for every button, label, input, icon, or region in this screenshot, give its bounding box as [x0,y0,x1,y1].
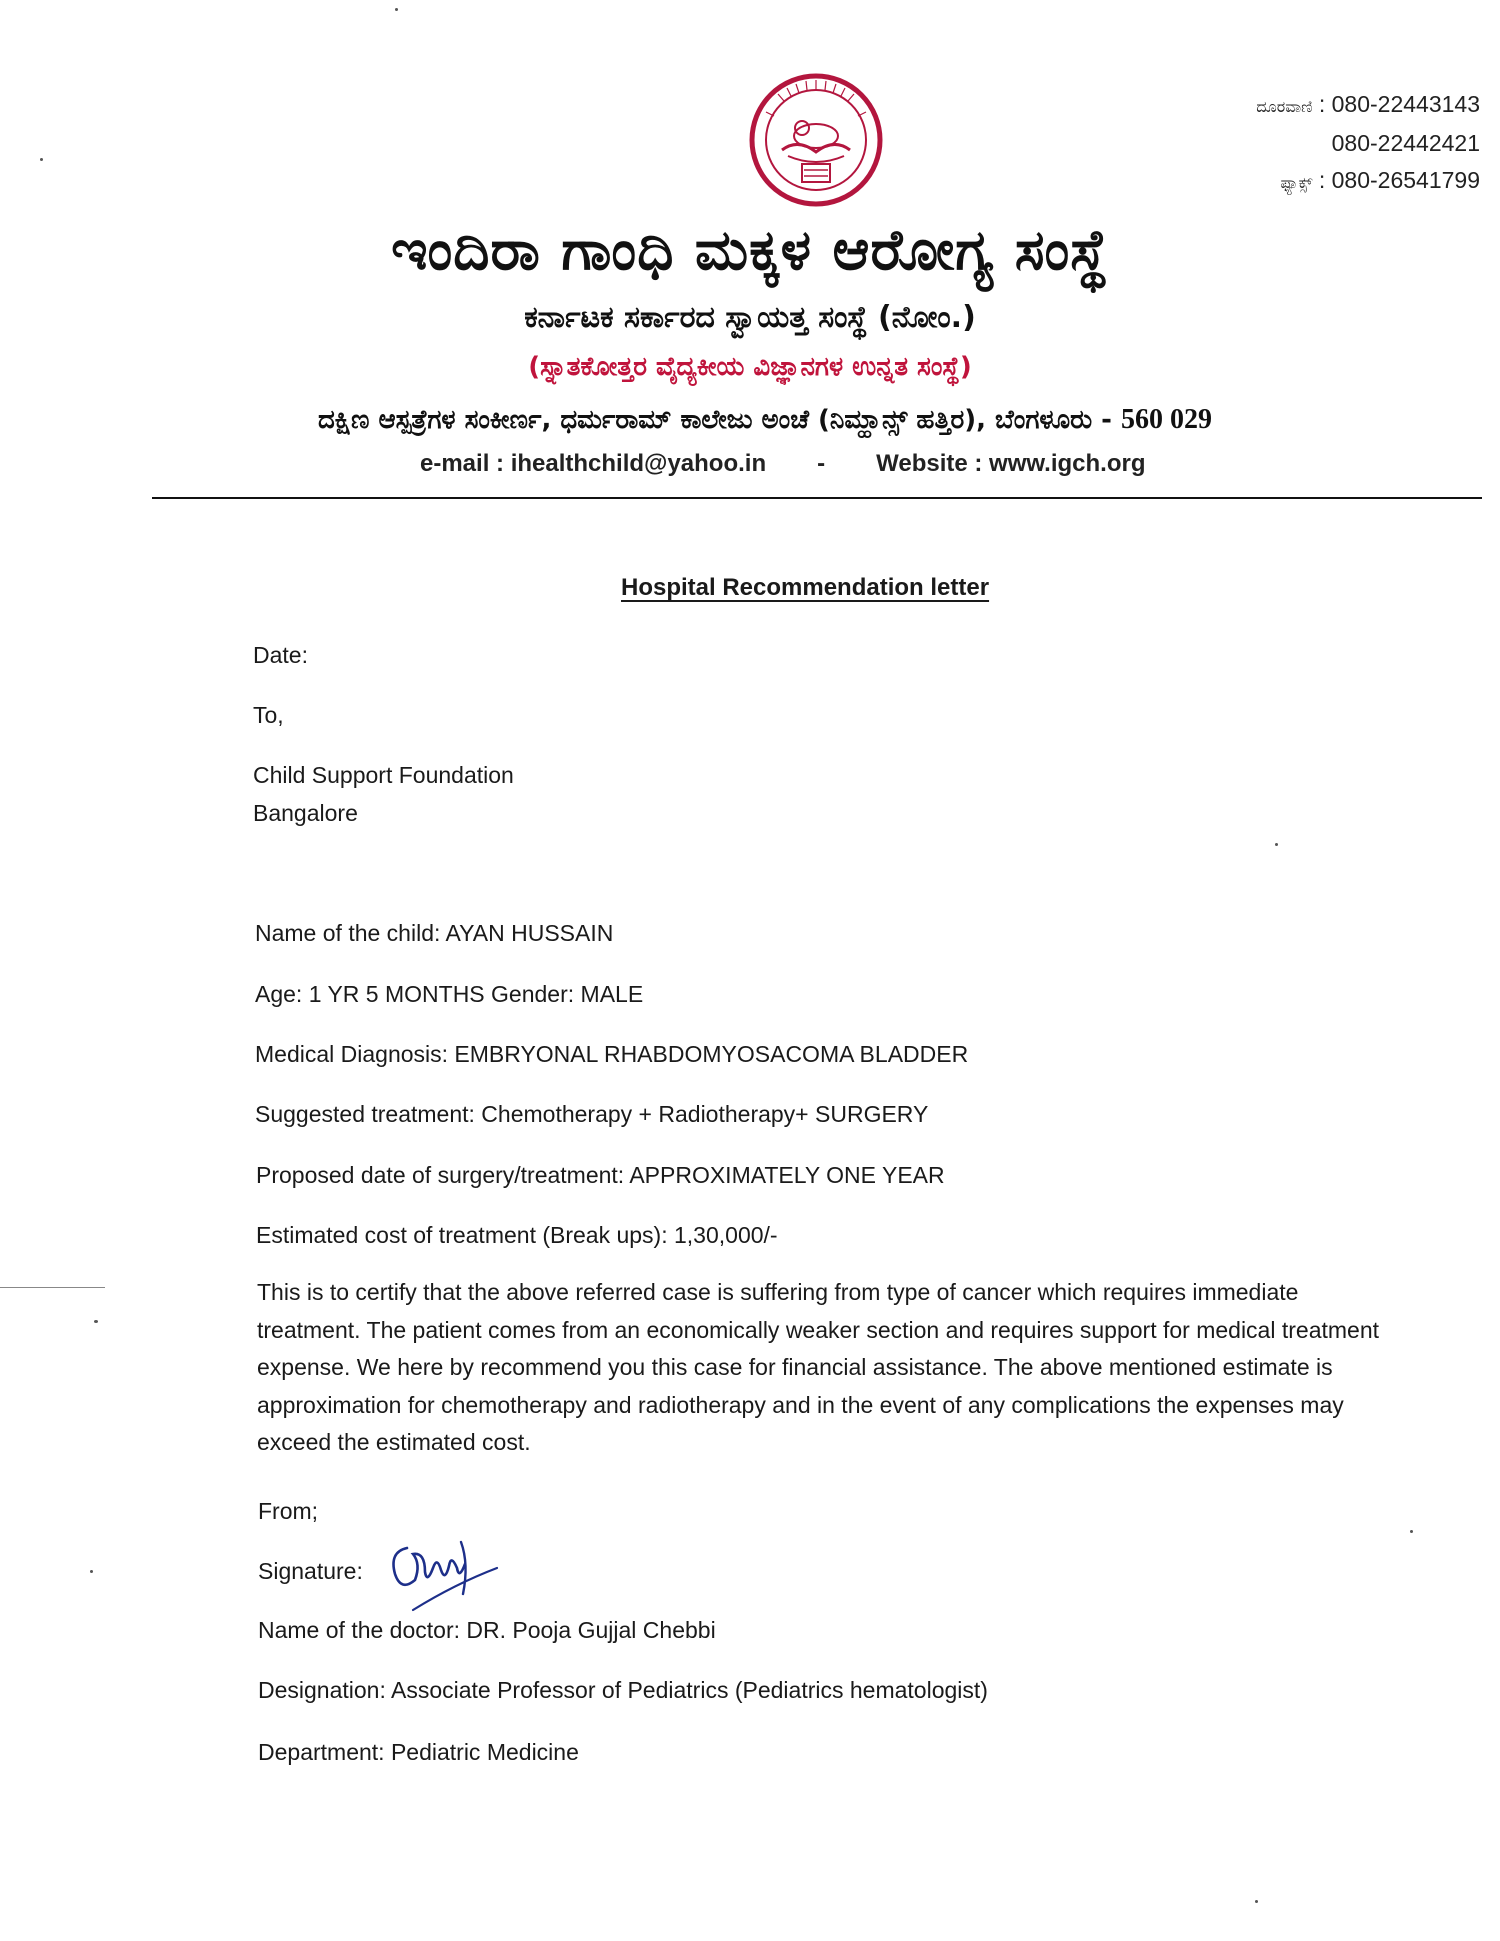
age-gender: Age: 1 YR 5 MONTHS Gender: MALE [255,981,644,1007]
fax-line: ಫ್ಯಾಕ್ಸ್ : 080-26541799 [1280,167,1480,193]
scan-speck [40,158,43,161]
department: Department: Pediatric Medicine [258,1739,579,1765]
signature-label: Signature: [258,1558,363,1584]
to-label: To, [253,702,284,728]
doctor-signature [385,1524,505,1612]
child-name: Name of the child: AYAN HUSSAIN [255,920,614,946]
contact-numbers [1256,86,1480,201]
recipient-city: Bangalore [253,800,358,826]
scan-speck [1255,1900,1258,1903]
scan-speck [90,1570,93,1573]
designation: Designation: Associate Professor of Pediatrics (Pediatrics hematologist) [258,1677,988,1703]
recipient-name: Child Support Foundation [253,762,514,788]
letter-title: Hospital Recommendation letter [621,574,990,601]
scan-speck [395,8,398,11]
from-label: From; [258,1498,319,1524]
certification-paragraph: This is to certify that the above referred case is suffering from type of cancer which requires immediate treatment. The patient comes from an economically weaker section and requires support for medical treatment expense. We here by recommend you this case for financial assistance. The above mentioned estimate is approximation for chemotherapy and radiotherapy and in the event of any complications the expenses may exceed the estimated cost. [257,1279,1380,1455]
scan-speck [94,1320,98,1323]
institute-seal-logo [748,72,884,208]
phone-line-2: 080-22442421 [1331,130,1480,156]
website: Website : www.igch.org [876,450,1146,477]
medical-diagnosis: Medical Diagnosis: EMBRYONAL RHABDOMYOSACOMA BLADDER [255,1041,969,1067]
organization-address: ದಕ್ಷಿಣ ಆಸ್ಪತ್ರೆಗಳ ಸಂಕೀರ್ಣ, ಧರ್ಮರಾಮ್ ಕಾಲೇಜು ಅಂಚೆ (ನಿಮ್ಹಾನ್ಸ್ ಹತ್ತಿರ), ಬೆಂಗಳೂರು - 560 029 [317,404,1213,435]
letterhead-divider [152,497,1482,499]
phone-line-1: ದೂರವಾಣಿ : 080-22443143 [1256,91,1480,117]
scan-speck [1410,1530,1413,1533]
email-website-line: e-mail : ihealthchild@yahoo.in - Website : www.igch.org [420,450,1146,477]
organization-tagline: (ಸ್ನಾತಕೋತ್ತರ ವೈದ್ಯಕೀಯ ವಿಜ್ಞಾನಗಳ ಉನ್ನತ ಸಂಸ್ಥೆ) [528,352,972,382]
email: e-mail : ihealthchild@yahoo.in [420,450,767,477]
organization-subtitle: ಕರ್ನಾಟಕ ಸರ್ಕಾರದ ಸ್ವಾಯತ್ತ ಸಂಸ್ಥೆ (ನೋಂ.) [524,300,976,335]
organization-name: ಇಂದಿರಾ ಗಾಂಧಿ ಮಕ್ಕಳ ಆರೋಗ್ಯ ಸಂಸ್ಥೆ [391,218,1109,283]
doctor-name: Name of the doctor: DR. Pooja Gujjal Chebbi [258,1617,716,1643]
scan-speck [1275,843,1278,846]
pincode: 560 029 [1121,404,1213,435]
scan-mark [0,1287,105,1288]
date-label: Date: [253,642,308,668]
suggested-treatment: Suggested treatment: Chemotherapy + Radiotherapy+ SURGERY [255,1101,929,1127]
estimated-cost: Estimated cost of treatment (Break ups): 1,30,000/- [256,1222,778,1248]
proposed-date: Proposed date of surgery/treatment: APPROXIMATELY ONE YEAR [256,1162,945,1188]
